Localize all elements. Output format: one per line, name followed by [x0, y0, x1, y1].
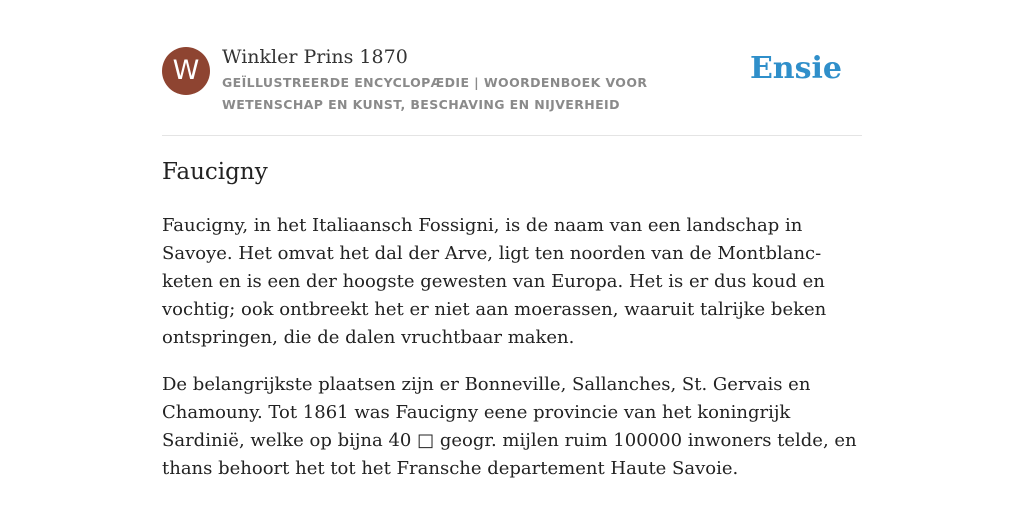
source-title[interactable]: Winkler Prins 1870: [222, 46, 408, 68]
brand-logo[interactable]: Ensie: [749, 51, 842, 86]
article-paragraph: De belangrijkste plaatsen zijn er Bonneville, Sallanches, St. Gervais en Chamouny. Tot 1861 was Faucigny eene provincie van het koningrijk Sardinië, welke op bijna 40 □ geogr. mijlen ruim 100000 inwoners telde, en thans behoort het tot het Fransche departement Haute Savoie.: [162, 374, 857, 479]
source-header: [162, 44, 862, 136]
source-subtitle: GEÏLLUSTREERDE ENCYCLOPÆDIE | WOORDENBOEK VOOR WETENSCHAP EN KUNST, BESCHAVING EN NIJVERHEID: [222, 75, 648, 112]
article-paragraph: Faucigny, in het Italiaansch Fossigni, is de naam van een landschap in Savoye. Het omvat het dal der Arve, ligt ten noorden van de Montblanc-keten en is een der hoogste gewesten van Europa. Het is er dus koud en vochtig; ook ontbreekt het er niet aan moerassen, waaruit talrijke beken ontspringen, die de dalen vruchtbaar maken.: [162, 215, 827, 348]
article-title: Faucigny: [162, 159, 268, 185]
avatar: W: [162, 47, 210, 95]
article-body: [162, 212, 862, 502]
divider: [162, 135, 862, 136]
